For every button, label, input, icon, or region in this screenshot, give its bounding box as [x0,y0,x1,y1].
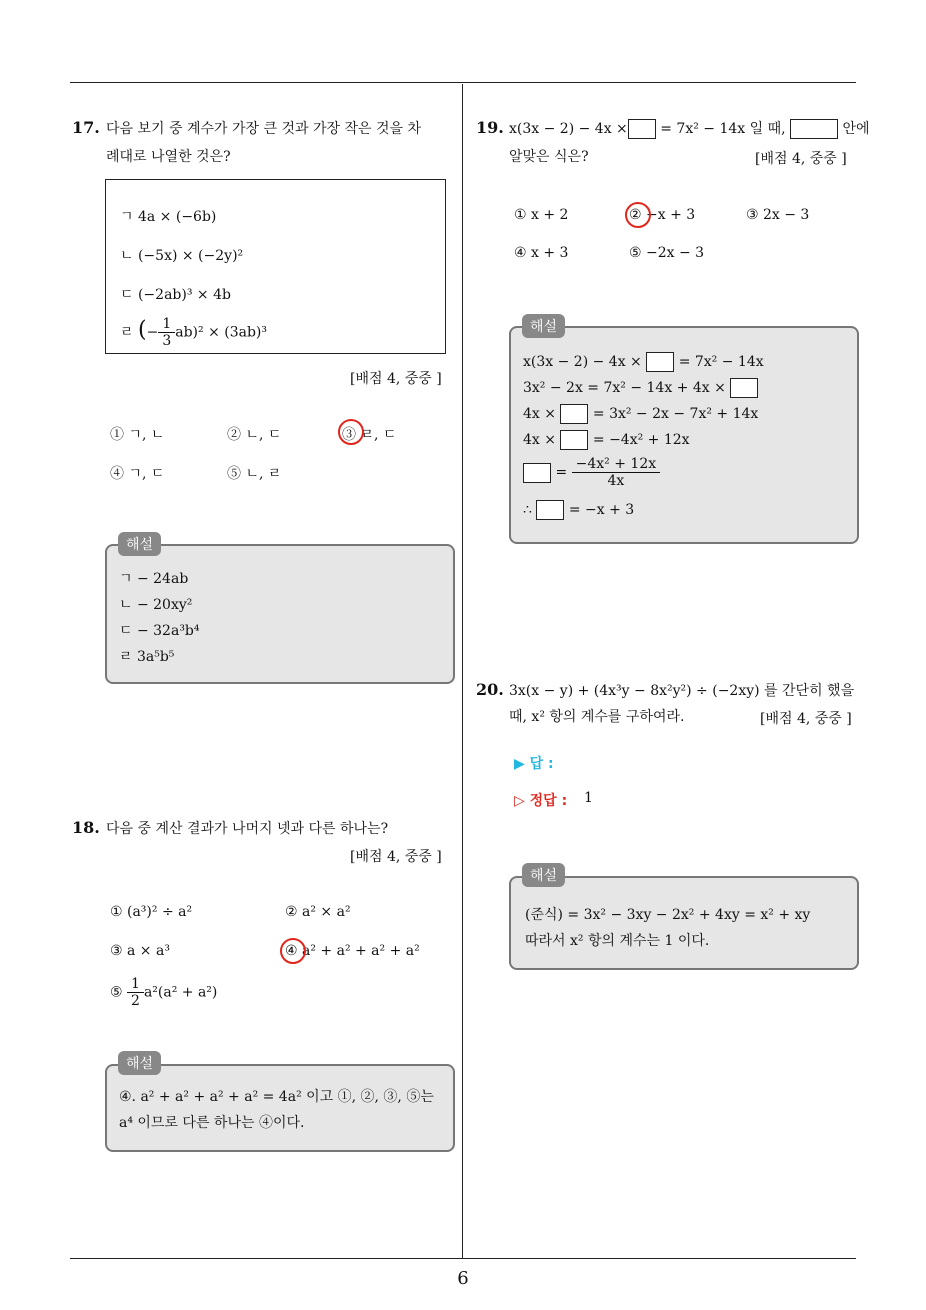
q19-number: 19. [476,118,504,137]
q17-choice-3[interactable]: ③ ㄹ, ㄷ [342,427,397,443]
q17-solution-box [105,544,455,684]
q19-solution-box [509,326,859,544]
q19-score-meta: [배점 4, 중중 ] [755,151,847,167]
q17-solution-line-1: ㄱ − 24ab [119,571,189,587]
q20-solution-box [509,876,859,970]
q17-choice-2[interactable]: ② ㄴ, ㄷ [227,427,282,443]
q19-solution-line-6: ∴ = −x + 3 [523,502,635,518]
q19-solution-tag: 해설 [522,314,565,338]
q19-solution-line-2: 3x² − 2x = 7x² − 14x + 4x × [523,378,758,398]
q17-solution-line-4: ㄹ 3a⁵b⁵ [119,649,175,665]
top-rule [70,82,856,83]
q18-number: 18. [72,818,100,837]
page-number: 6 [457,1268,469,1289]
q19-choice-5[interactable]: ⑤ −2x − 3 [629,245,705,261]
q19-solution-line-5: = $\frac{\text{−4x² + 12x}}{4x}$ [523,456,660,489]
q19-choice-1[interactable]: ① x + 2 [514,207,569,223]
q18-solution-box [105,1064,455,1152]
q17-choice-1[interactable]: ① ㄱ, ㄴ [110,427,165,443]
q18-score-meta: [배점 4, 중중 ] [350,849,442,865]
q20-question-line2: 때, x² 항의 계수를 구하여라. [509,709,685,725]
q19-solution-fraction: $\frac{\text{−4x² + 12x}}{4x}$ [572,456,661,489]
q17-solution-line-2: ㄴ − 20xy² [119,597,193,613]
q18-solution-tag: 해설 [118,1051,161,1075]
q17-question-line1: 다음 보기 중 계수가 가장 큰 것과 가장 작은 것을 차 [106,121,421,137]
q17-example-item-4-rest: ab)² × (3ab)³ [175,324,267,341]
q18-solution-line-1: ④. a² + a² + a² + a² = 4a² 이고 ①, ②, ③, ⑤는 [119,1089,434,1105]
q19-choice-4[interactable]: ④ x + 3 [514,245,569,261]
q17-example-item-4-prefix: ㄹ [120,324,134,341]
q17-example-item-4: ㄹ (− $\frac{1}{3}$ ab)² × (3ab)³ [120,316,267,349]
q19-question-line1: x(3x − 2) − 4x × = 7x² − 14x 일 때, 안에 [509,121,870,137]
q18-solution-line-2: a⁴ 이므로 다른 하나는 ④이다. [119,1115,305,1131]
q17-question-line2: 례대로 나열한 것은? [106,149,231,165]
q20-question-line1: 3x(x − y) + (4x³y − 8x²y²) ÷ (−2xy) 를 간단히 했을 [509,683,855,699]
q19-solution-line-4: 4x × = −4x² + 12x [523,432,690,448]
q18-choice-3[interactable]: ③ a × a³ [110,943,170,959]
bottom-rule [70,1258,856,1259]
q19-choice-3[interactable]: ③ 2x − 3 [746,207,810,223]
q17-example-fraction: $\frac{1}{3}$ [158,316,175,349]
q20-score-meta: [배점 4, 중중 ] [760,711,852,727]
q20-answer-label: ▶ 답 : [514,756,554,772]
q17-example-box [105,179,446,354]
q17-score-meta: [배점 4, 중중 ] [350,371,442,387]
q18-choice-2[interactable]: ② a² × a² [285,904,351,920]
q20-correct-value: 1 [584,790,593,806]
q18-question: 다음 중 계산 결과가 나머지 넷과 다른 하나는? [106,821,389,837]
q17-example-item-3: ㄷ (−2ab)³ × 4b [120,287,231,303]
q20-solution-line-1: (준식) = 3x² − 3xy − 2x² + 4xy = x² + xy [525,907,811,923]
q18-selected-mark [280,938,306,964]
q19-selected-mark [625,202,651,228]
q19-solution-line-3: 4x × = 3x² − 2x − 7x² + 14x [523,406,759,422]
q17-number: 17. [72,118,100,137]
q19-choice-2[interactable]: ② −x + 3 [629,207,696,223]
q20-solution-line-2: 따라서 x² 항의 계수는 1 이다. [525,933,710,949]
q17-solution-tag: 해설 [118,532,161,556]
q17-choice-4[interactable]: ④ ㄱ, ㄷ [110,466,165,482]
q20-number: 20. [476,680,504,699]
q17-solution-line-3: ㄷ − 32a³b⁴ [119,623,200,639]
q19-blank-1 [628,119,656,139]
q20-solution-tag: 해설 [522,863,565,887]
q18-choice-5[interactable]: ⑤ $\frac{1}{2}$ a²(a² + a²) [110,976,218,1009]
q18-choice-4[interactable]: ④ a² + a² + a² + a² [285,943,420,959]
column-divider [462,84,463,1259]
q19-solution-line-1: x(3x − 2) − 4x × = 7x² − 14x [523,354,764,370]
q18-choice-5-fraction: $\frac{1}{2}$ [127,976,144,1009]
q18-choice-1[interactable]: ① (a³)² ÷ a² [110,904,193,920]
q17-example-item-1: ㄱ 4a × (−6b) [120,209,217,225]
q20-correct-label: ▷ 정답 : [514,793,568,809]
q17-selected-mark [338,419,364,445]
q17-example-item-2: ㄴ (−5x) × (−2y)² [120,248,244,264]
q19-question-line2: 알맞은 식은? [509,149,589,165]
q17-choice-5[interactable]: ⑤ ㄴ, ㄹ [227,466,282,482]
q19-blank-2 [790,119,838,139]
